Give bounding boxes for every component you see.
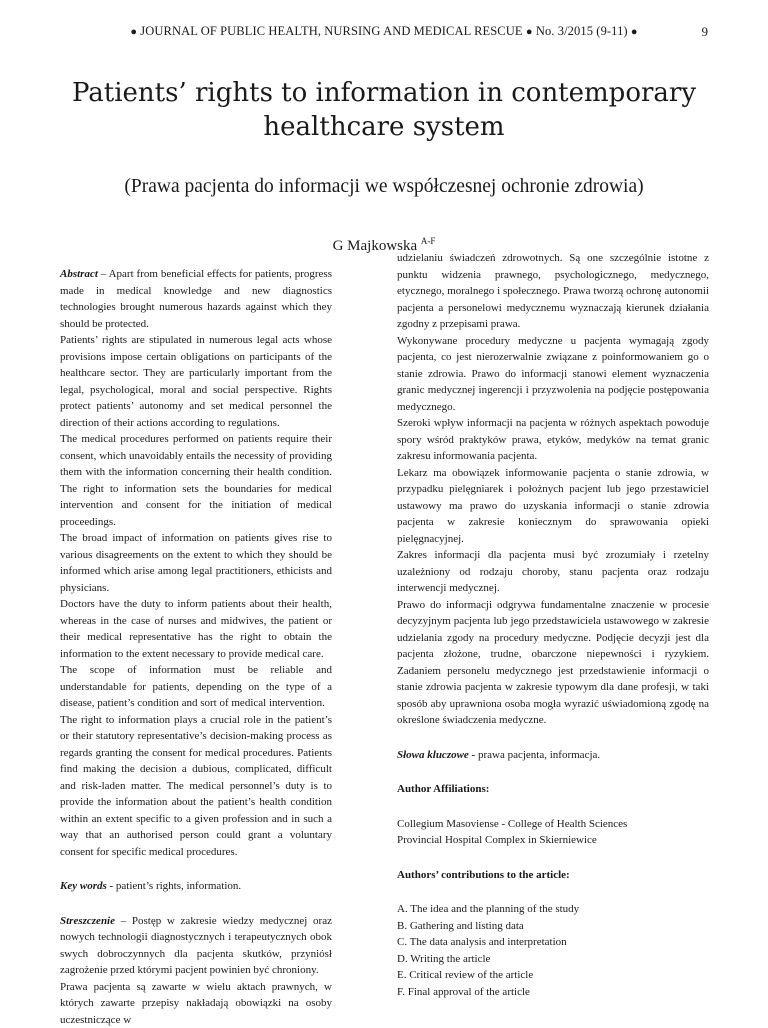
abstract-label: Abstract	[60, 268, 98, 280]
left-column	[60, 266, 332, 1028]
list-item: A. The idea and the planning of the study	[397, 901, 709, 918]
journal-name: JOURNAL OF PUBLIC HEALTH, NURSING AND MEDICAL RESCUE	[140, 24, 522, 38]
bullet-icon: ●	[631, 26, 638, 38]
abstract-paragraph: The broad impact of information on patients gives rise to various disagreements on the extent to which they should be informed which arise among legal practitioners, ethicists and physicians.	[60, 530, 332, 596]
streszczenie-label: Streszczenie	[60, 915, 115, 927]
bullet-icon: ●	[526, 26, 533, 38]
body-paragraph: Lekarz ma obowiązek informowanie pacjenta o stanie zdrowia, w przypadku pielęgniarek i położnych pacjent lub jego przestawiciel ustawowy ma prawo do uzyskania informacji o stanie zdrowia pacjenta w zakresie koniecznym do sprawowania opieki pielęgnacyjnej.	[397, 465, 709, 548]
body-paragraph: Szeroki wpływ informacji na pacjenta w różnych aspektach powoduje spory wśród praktyków prawa, etyków, medyków na temat granic zakresu informowania pacjenta.	[397, 415, 709, 465]
keywords-label: Key words -	[60, 880, 113, 892]
list-item: C. The data analysis and interpretation	[397, 934, 709, 951]
list-item: F. Final approval of the article	[397, 984, 709, 1001]
body-paragraph: udzielaniu świadczeń zdrowotnych. Są one szczególnie istotne z punktu widzenia prawnego, psychologicznego, medycznego, etycznego, moralnego i społecznego. Prawa tworzą ochronę autonomii pacjenta a personelowi medycznemu wyznaczają kierunek działania zgodny z przepisami prawa.	[397, 250, 709, 333]
page-number: 9	[702, 24, 709, 40]
issue-number: No. 3/2015 (9-11)	[536, 24, 628, 38]
affiliation-line: Collegium Masoviense - College of Health Sciences	[397, 816, 709, 833]
body-paragraph: Prawo do informacji odgrywa fundamentalne znaczenie w procesie decyzyjnym pacjenta lub jego przedstawiciela ustawowego w zakresie udzielania zgody na procedury medyczne. Podjęcie decyzji jest dla pacjenta złożone, trudne, obarczone niepewności i ryzykiem. Zadaniem personelu medycznego jest przedstawienie informacji o stanie zdrowia pacjenta w zakresie typowym dla dane profesji, w taki sposób aby uprawniona osoba mogła wyrazić uświadomioną zgodę na określone świadczenia medyczne.	[397, 597, 709, 729]
article-title: Patients’ rights to information in contemporary healthcare system	[60, 76, 708, 144]
abstract-paragraph: The right to information plays a crucial role in the patient’s or their statutory representative’s decision-making process as regards granting the consent for medical procedures. Patients find making the decision a dubious, complicated, difficult and risk-laden matter. The medical personnel’s duty is to provide the information about the patient’s health condition within an extent specific to a given profession and in such a way that an authorised person could grant a voluntary consent for specific medical procedures.	[60, 712, 332, 861]
bullet-icon: ●	[130, 26, 137, 38]
slowa-kluczowe-label: Słowa kluczowe -	[397, 749, 475, 761]
author-superscript: A-F	[421, 236, 436, 246]
slowa-kluczowe: Słowa kluczowe - prawa pacjenta, informacja.	[397, 747, 709, 764]
streszczenie-paragraph: Streszczenie – Postęp w zakresie wiedzy medycznej oraz nowych technologii diagnostycznych i terapeutycznych obok swych dobroczynnych dla pacjenta skutków, przyniósł zagrożenie przed którymi pacjent powinien być chroniony.	[60, 913, 332, 979]
abstract-paragraph: The medical procedures performed on patients require their consent, which unavoidably entails the necessity of providing them with the information concerning their health condition. The right to information sets the boundaries for medical intervention and consent for the initiation of medical proceedings.	[60, 431, 332, 530]
abstract-paragraph: Patients’ rights are stipulated in numerous legal acts whose provisions impose certain obligations on participants of the healthcare sector. They are particularly important from the legal, psychological, moral and social perspective. Rights protect patients’ autonomy and set medical personnel the direction of their actions according to regulations.	[60, 332, 332, 431]
list-item: B. Gathering and listing data	[397, 918, 709, 935]
contributions-list	[397, 901, 709, 1000]
body-paragraph: Wykonywane procedury medyczne u pacjenta wymagają zgody pacjenta, co jest nierozerwalnie związane z poinformowaniem go o stanie zdrowia. Prawo do informacji stanowi element wyznaczenia granic medycznej ingerencji i przyzwolenia na podjęcie postępowania medycznego.	[397, 333, 709, 416]
right-column	[397, 250, 709, 1000]
abstract-paragraph: The scope of information must be reliable and understandable for patients, depending on the type of a disease, patient’s condition and sort of medical intervention.	[60, 662, 332, 712]
running-header	[0, 24, 768, 39]
body-paragraph: Zakres informacji dla pacjenta musi być zrozumiały i rzetelny uzależniony od rodzaju choroby, stanu pacjenta oraz rodzaju interwencji medycznej.	[397, 547, 709, 597]
author-name: G Majkowska	[333, 238, 418, 254]
streszczenie-paragraph: Prawa pacjenta są zawarte w wielu aktach prawnych, w których zawarte przepisy nakładają obowiązki na osoby uczestniczące w	[60, 979, 332, 1028]
affiliations-heading: Author Affiliations:	[397, 781, 709, 798]
list-item: E. Critical review of the article	[397, 967, 709, 984]
abstract-paragraph: Doctors have the duty to inform patients about their health, whereas in the case of nurses and midwives, the patient or their medical representative has the right to obtain the information to the extent necessary to provide medical care.	[60, 596, 332, 662]
list-item: D. Writing the article	[397, 951, 709, 968]
keywords: Key words - patient’s rights, information.	[60, 878, 332, 895]
affiliation-line: Provincial Hospital Complex in Skierniewice	[397, 832, 709, 849]
abstract-paragraph: Abstract – Apart from beneficial effects for patients, progress made in medical knowledge and new diagnostics technologies brought numerous hazards against which they should be protected.	[60, 266, 332, 332]
article-subtitle: (Prawa pacjenta do informacji we współczesnej ochronie zdrowia)	[40, 176, 728, 198]
contributions-heading: Authors’ contributions to the article:	[397, 867, 709, 884]
